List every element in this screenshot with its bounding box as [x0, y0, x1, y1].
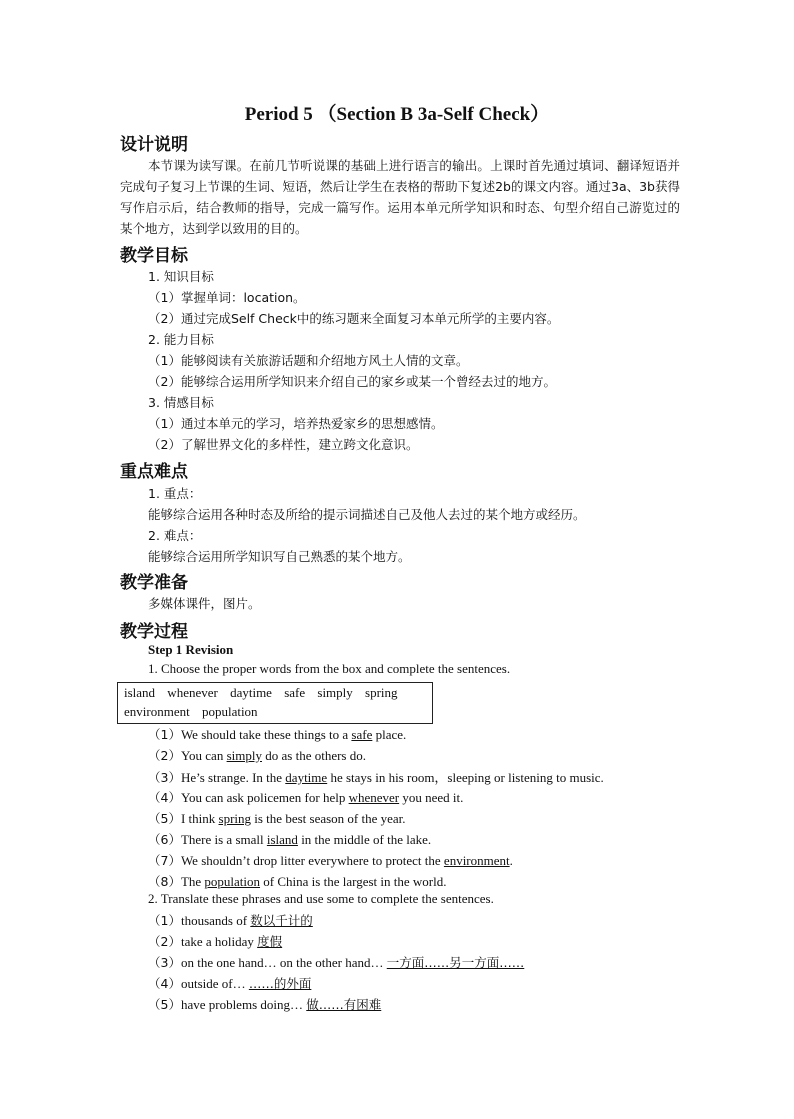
item-text: We should take these things to a [180, 727, 352, 742]
item-text-after: place. [372, 727, 407, 742]
item-text: He’s strange. In the [180, 770, 286, 785]
item-number: （5） [148, 997, 181, 1012]
sentence-7 [148, 851, 513, 869]
item-number: （5） [148, 811, 181, 826]
heading-preparation: 教学准备 [120, 573, 188, 593]
item-text: thousands of [180, 913, 251, 928]
difficulty-text: 能够综合运用所学知识写自己熟悉的某个地方。 [148, 549, 411, 564]
answer-underlined: simply [226, 748, 262, 763]
heading-objectives: 教学目标 [120, 246, 188, 266]
item-number: （1） [148, 913, 181, 928]
item-text: You can ask policemen for help [180, 790, 349, 805]
phrase-3 [148, 953, 524, 971]
sentence-4 [148, 788, 463, 806]
heading-design: 设计说明 [120, 135, 188, 155]
item-number: （2） [148, 934, 181, 949]
item-text-after: do as the others do. [262, 748, 366, 763]
answer-underlined: 做……有困难 [306, 997, 382, 1012]
sentence-8 [148, 872, 446, 890]
answer-underlined: environment [443, 853, 510, 868]
answer-underlined: ……的外面 [248, 976, 312, 991]
key-point-label: 1. 重点： [148, 486, 202, 501]
step-1-title: Step 1 Revision [148, 642, 234, 657]
sentence-5 [148, 809, 406, 827]
answer-underlined: safe [351, 727, 373, 742]
item-text: on the one hand… on the other hand… [180, 955, 387, 970]
item-number: （4） [148, 976, 181, 991]
objective-3a: （1）通过本单元的学习，培养热爱家乡的思想感情。 [148, 416, 444, 431]
item-number: （8） [148, 874, 181, 889]
item-text: There is a small [180, 832, 267, 847]
item-text: You can [180, 748, 227, 763]
phrase-4 [148, 974, 311, 992]
answer-underlined: daytime [285, 770, 328, 785]
exercise-2-instruction: 2. Translate these phrases and use some to complete the sentences. [148, 891, 494, 906]
objective-2: 2. 能力目标 [148, 332, 214, 347]
key-point-text: 能够综合运用各种时态及所给的提示词描述自己及他人去过的某个地方或经历。 [148, 507, 586, 522]
sentence-6 [148, 830, 431, 848]
answer-underlined: 度假 [257, 934, 283, 949]
item-text-after: you need it. [399, 790, 464, 805]
item-number: （3） [148, 770, 181, 785]
phrase-2 [148, 932, 282, 950]
item-number: （6） [148, 832, 181, 847]
heading-key-points: 重点难点 [120, 462, 188, 482]
objective-2b: （2）能够综合运用所学知识来介绍自己的家乡或某一个曾经去过的地方。 [148, 374, 556, 389]
phrase-1 [148, 911, 313, 929]
design-paragraph: 本节课为读写课。在前几节听说课的基础上进行语言的输出。上课时首先通过填词、翻译短语并完成句子复习上节课的生词、短语，然后让学生在表格的帮助下复述2b的课文内容。通过3a、3b获得写作启示后，结合教师的指导，完成一篇写作。运用本单元所学知识和时态、句型介绍自己游览过的某个地方，达到学以致用的目的。 [120, 158, 680, 236]
heading-process: 教学过程 [120, 622, 188, 642]
item-text: We shouldn’t drop litter everywhere to protect the [180, 853, 444, 868]
item-text: outside of… [180, 976, 249, 991]
difficulty-label: 2. 难点： [148, 528, 202, 543]
objective-1b: （2）通过完成Self Check中的练习题来全面复习本单元所学的主要内容。 [148, 311, 560, 326]
item-text-after: in the middle of the lake. [297, 832, 432, 847]
answer-underlined: population [204, 874, 261, 889]
exercise-1-instruction: 1. Choose the proper words from the box and complete the sentences. [148, 661, 511, 676]
sentence-2 [148, 746, 366, 764]
item-number: （2） [148, 748, 181, 763]
answer-underlined: 数以千计的 [250, 913, 313, 928]
page-title: Period 5 （Section B 3a-Self Check） [244, 104, 550, 125]
item-text: I think [180, 811, 219, 826]
answer-underlined: 一方面……另一方面…… [386, 955, 525, 970]
answer-underlined: spring [218, 811, 252, 826]
objective-2a: （1）能够阅读有关旅游话题和介绍地方风土人情的文章。 [148, 353, 469, 368]
item-text: take a holiday [180, 934, 258, 949]
phrase-5 [148, 995, 381, 1013]
objective-3b: （2）了解世界文化的多样性，建立跨文化意识。 [148, 437, 419, 452]
item-text-after: of China is the largest in the world. [260, 874, 447, 889]
item-number: （4） [148, 790, 181, 805]
objective-1: 1. 知识目标 [148, 269, 214, 284]
word-box-line-2: environment population [124, 704, 258, 719]
objective-1a: （1）掌握单词：location。 [148, 290, 306, 305]
word-box-line-1: island whenever daytime safe simply spring [124, 685, 398, 700]
item-text-after: . [509, 853, 513, 868]
item-text-after: he stays in his room，sleeping or listening to music. [327, 770, 604, 785]
objective-3: 3. 情感目标 [148, 395, 214, 410]
answer-underlined: whenever [348, 790, 400, 805]
word-box [117, 682, 433, 724]
sentence-3 [148, 767, 604, 786]
item-text: have problems doing… [180, 997, 307, 1012]
answer-underlined: island [266, 832, 298, 847]
item-number: （3） [148, 955, 181, 970]
item-number: （1） [148, 727, 181, 742]
item-number: （7） [148, 853, 181, 868]
item-text-after: is the best season of the year. [251, 811, 406, 826]
preparation-text: 多媒体课件，图片。 [148, 596, 261, 611]
item-text: The [180, 874, 205, 889]
sentence-1 [148, 725, 406, 743]
